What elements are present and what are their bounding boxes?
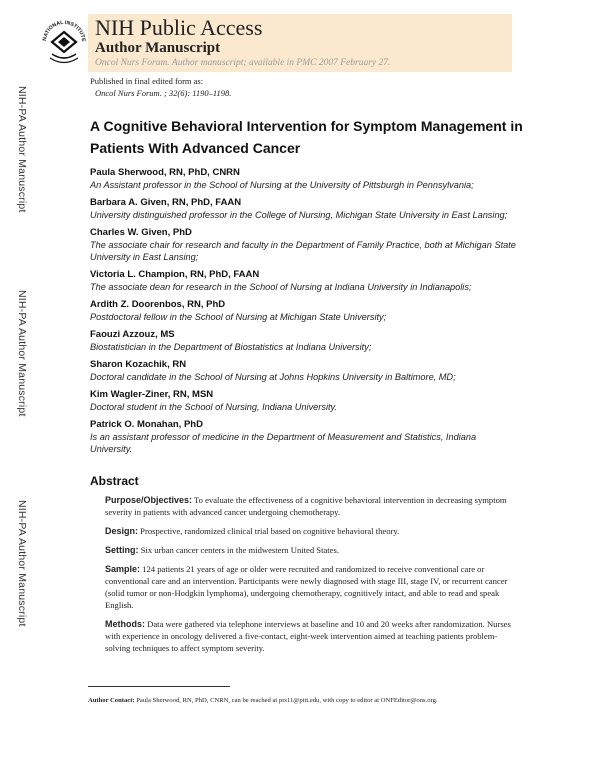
citation-line	[95, 88, 231, 98]
nih-seal-icon	[38, 10, 90, 70]
side-label-top: NIH-PA Author Manuscript	[16, 86, 28, 213]
author-affiliation: An Assistant professor in the School of Nursing at the University of Pittsburgh in Pennsylvania;	[90, 180, 474, 190]
pmc-availability-text: Oncol Nurs Forum. Author manuscript; available in PMC 2007 February 27.	[95, 58, 391, 68]
author-manuscript-label: Author Manuscript	[95, 40, 221, 56]
footnote-label: Author Contact:	[88, 697, 135, 704]
author-item	[90, 329, 520, 353]
abstract-section-text: Data were gathered via telephone interviews at baseline and 10 and 20 weeks after randomization. Nurses with experience in oncology delivered a five-contact, eight-week intervention aimed at teaching patients problem-solving techniques to affect symptom severity.	[105, 619, 511, 653]
abstract-section-label: Sample:	[105, 564, 141, 574]
author-name: Patrick O. Monahan, PhD	[90, 419, 203, 430]
svg-text:NATIONAL INSTITUTES OF HEALTH	[38, 10, 86, 42]
author-affiliation: The associate dean for research in the School of Nursing at Indiana University in Indianapolis;	[90, 282, 472, 292]
footnote-text: Paula Sherwood, RN, PhD, CNRN, can be reached at prs11@pitt.edu, with copy to editor at ONFEditor@ons.org.	[136, 697, 438, 704]
footnote-divider	[88, 686, 230, 687]
article-title: A Cognitive Behavioral Intervention for Symptom Management in Patients With Advanced Cancer	[90, 118, 523, 156]
author-item	[90, 419, 520, 455]
citation-text: Oncol Nurs Forum. ; 32(6): 1190–1198.	[95, 88, 232, 98]
author-item	[90, 197, 520, 221]
abstract-section-label: Setting:	[105, 545, 139, 555]
logo-arc-text: NATIONAL INSTITUTE	[41, 19, 87, 42]
author-item	[90, 359, 520, 383]
author-item	[90, 227, 520, 263]
abstract-body	[105, 494, 517, 661]
author-affiliation: Doctoral candidate in the School of Nursing at Johns Hopkins University in Baltimore, MD;	[90, 372, 456, 382]
abstract-section-text: 124 patients 21 years of age or older were recruited and randomized to receive conventional care or conventional care and an intervention. Participants were newly diagnosed with stage III, stage IV, or recurrent cancer (solid tumor or non-Hodgkin lymphoma), undergoing chemotherapy, cognitively intact, and able to read and speak English.	[105, 564, 508, 610]
author-affiliation: Biostatistician in the Department of Biostatistics at Indiana University;	[90, 342, 372, 352]
author-name: Victoria L. Champion, RN, PhD, FAAN	[90, 269, 260, 280]
author-affiliation: Doctoral student in the School of Nursing, Indiana University.	[90, 402, 337, 412]
author-list	[90, 167, 520, 461]
author-name: Faouzi Azzouz, MS	[90, 329, 175, 340]
abstract-section	[105, 525, 517, 537]
author-affiliation: Is an assistant professor of medicine in the Department of Measurement and Statistics, Indiana University.	[90, 432, 477, 454]
author-name: Paula Sherwood, RN, PhD, CNRN	[90, 167, 240, 178]
abstract-section-label: Design:	[105, 526, 139, 536]
author-name: Sharon Kozachik, RN	[90, 359, 187, 370]
author-name: Barbara A. Given, RN, PhD, FAAN	[90, 197, 242, 208]
abstract-section-label: Methods:	[105, 619, 145, 629]
abstract-section	[105, 563, 517, 611]
author-name: Kim Wagler-Ziner, RN, MSN	[90, 389, 214, 400]
abstract-section-label: Purpose/Objectives:	[105, 495, 193, 505]
nih-title: NIH Public Access	[95, 15, 263, 40]
author-contact-footnote	[88, 697, 528, 704]
author-item	[90, 167, 520, 191]
author-item	[90, 269, 520, 293]
author-name: Ardith Z. Doorenbos, RN, PhD	[90, 299, 226, 310]
author-name: Charles W. Given, PhD	[90, 227, 192, 238]
author-affiliation: Postdoctoral fellow in the School of Nursing at Michigan State University;	[90, 312, 387, 322]
published-label: Published in final edited form as:	[90, 76, 204, 86]
abstract-section-text: Prospective, randomized clinical trial based on cognitive behavioral theory.	[140, 526, 400, 536]
abstract-section	[105, 494, 517, 518]
abstract-heading: Abstract	[90, 474, 139, 488]
author-item	[90, 299, 520, 323]
abstract-section-text: To evaluate the effectiveness of a cognitive behavioral intervention in decreasing symptom severity in patients with advanced cancer undergoing chemotherapy.	[105, 495, 507, 517]
abstract-section	[105, 618, 517, 654]
pmc-availability-line	[95, 58, 390, 68]
abstract-section-text: Six urban cancer centers in the midwestern United States.	[140, 545, 339, 555]
author-affiliation: University distinguished professor in the College of Nursing, Michigan State University in East Lansing;	[90, 210, 508, 220]
author-affiliation: The associate chair for research and faculty in the Department of Family Practice, both at Michigan State University in East Lansing;	[90, 240, 516, 262]
side-label-middle: NIH-PA Author Manuscript	[16, 290, 28, 417]
author-item	[90, 389, 520, 413]
side-label-bottom: NIH-PA Author Manuscript	[16, 500, 28, 627]
nih-logo	[38, 10, 90, 70]
abstract-section	[105, 544, 517, 556]
